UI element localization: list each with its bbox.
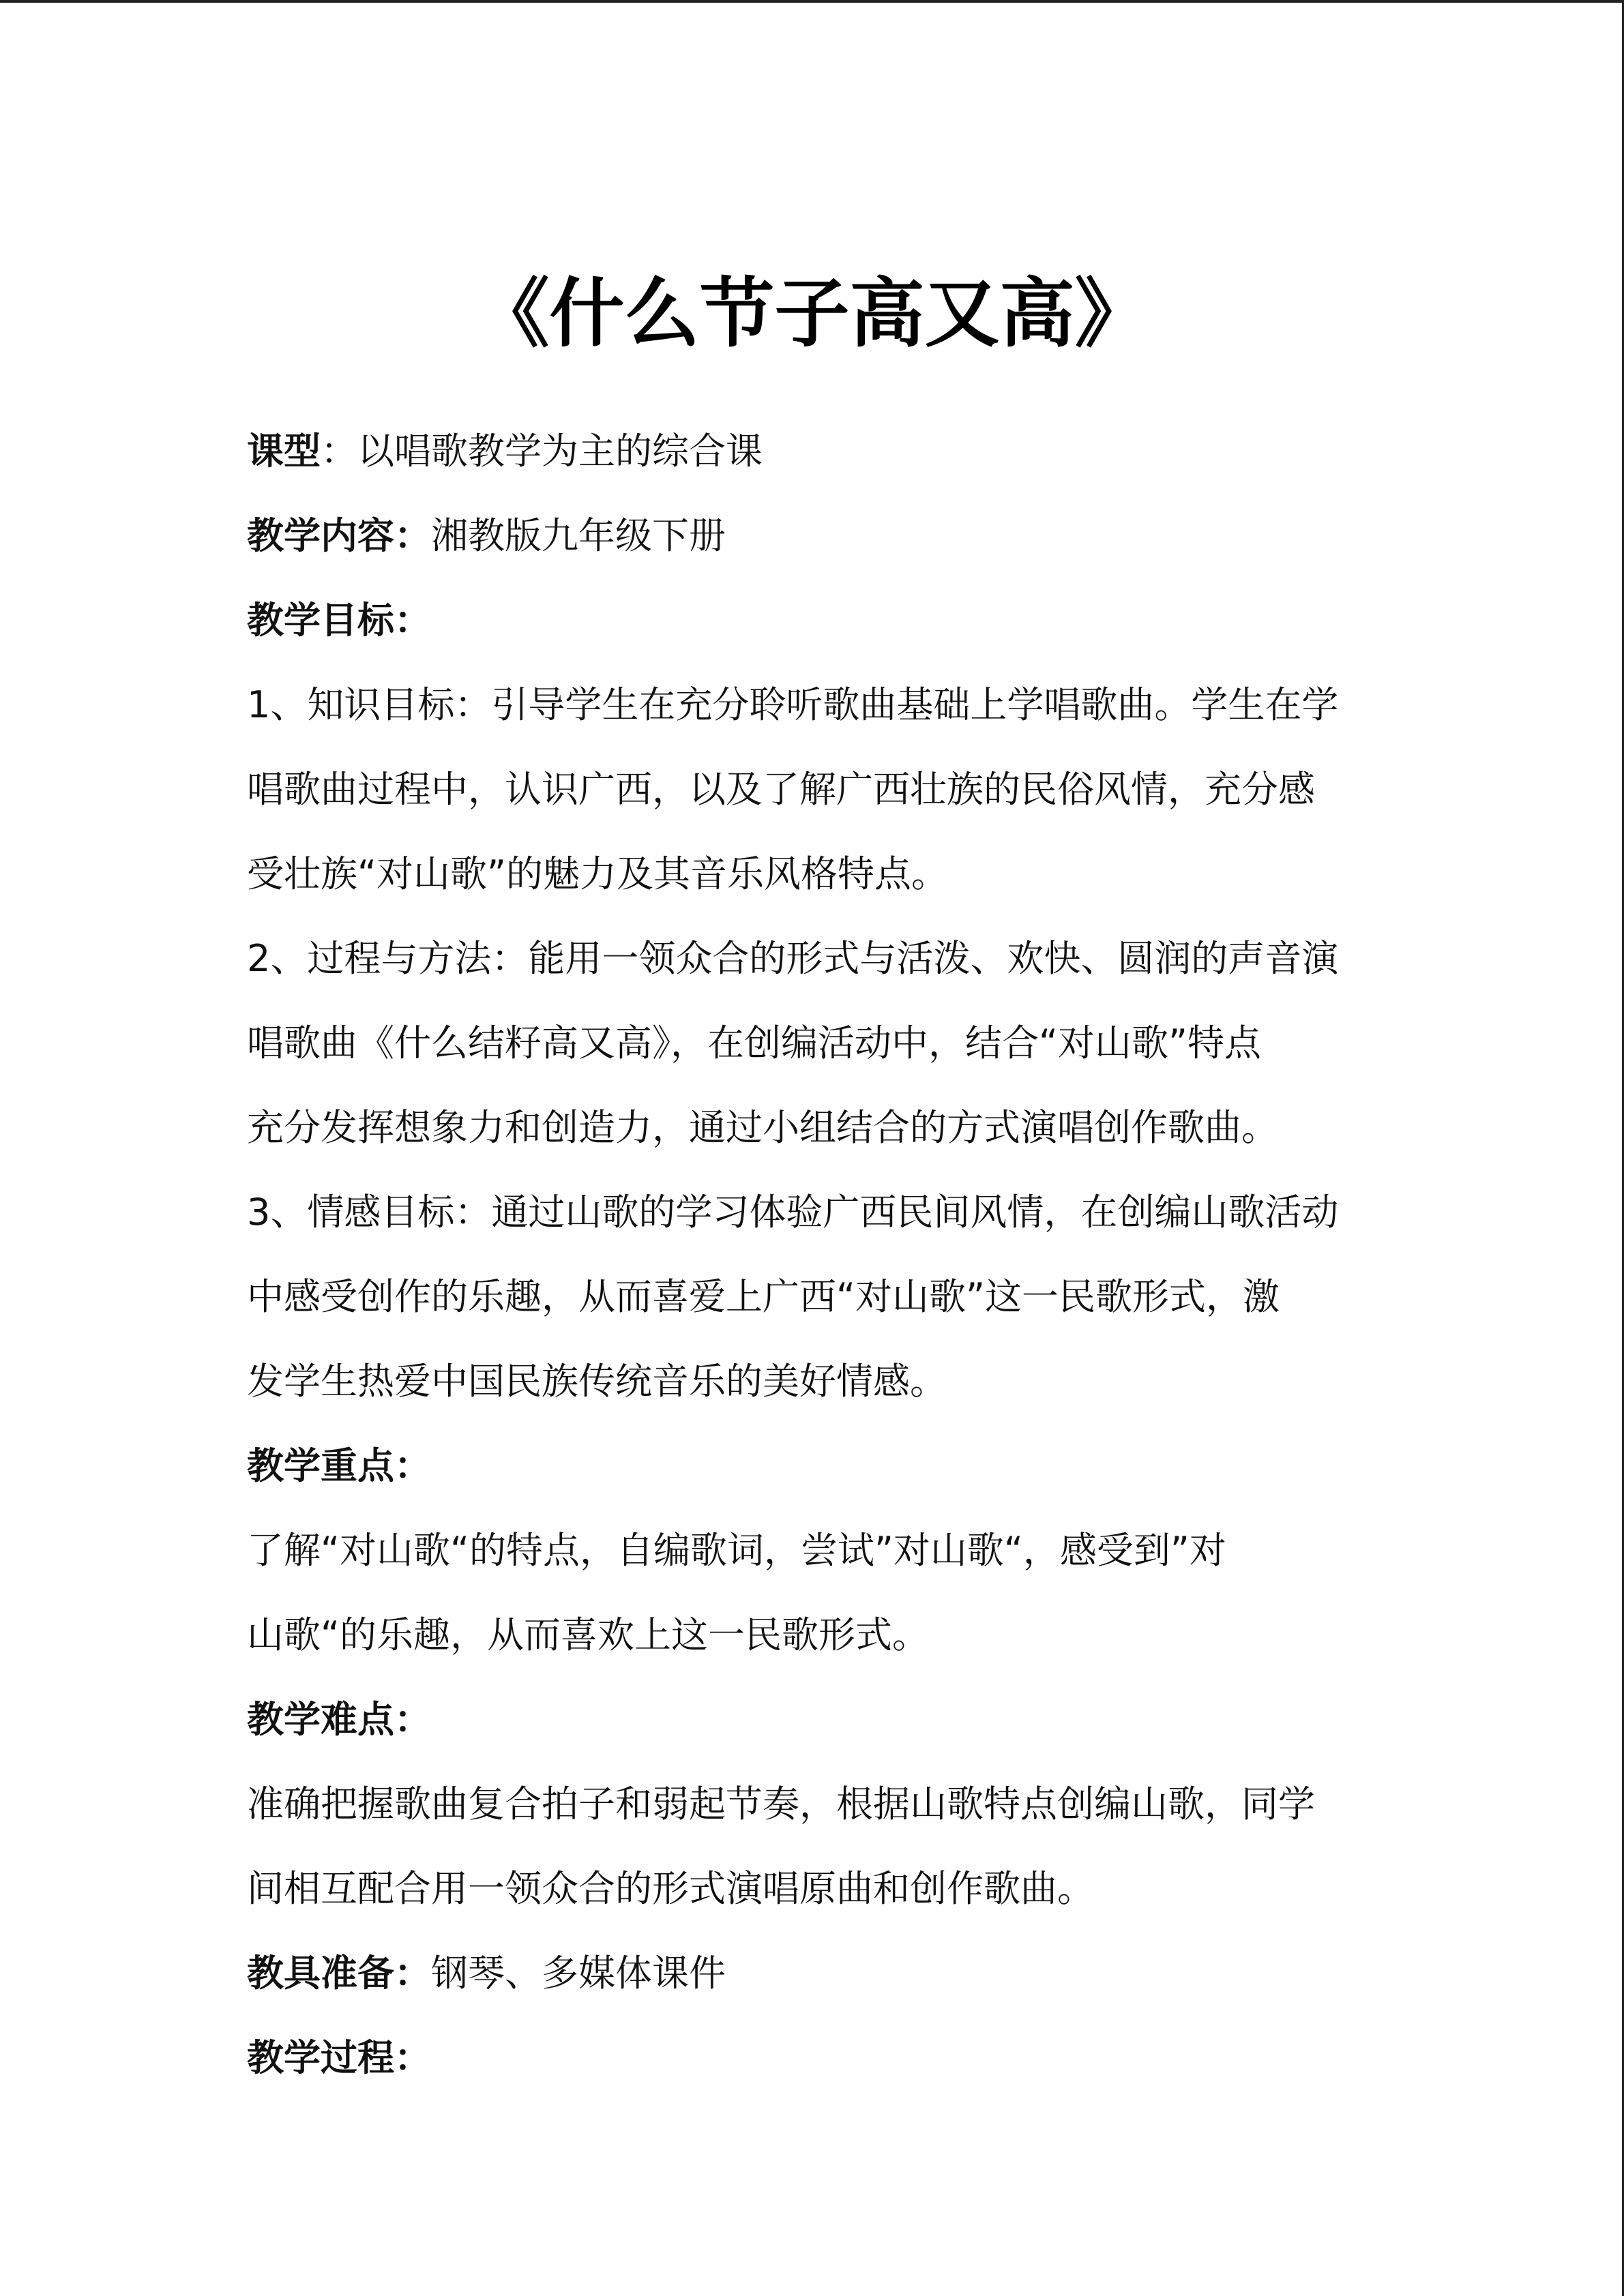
course-type-value: ：以唱歌教学为主的综合课 [321,430,763,473]
difficulties-heading: 教学难点： [247,1698,431,1741]
objective-line: 中感受创作的乐趣，从而喜爱上广西“对山歌”这一民歌形式，激 [247,1275,1280,1318]
objective-line: 3、情感目标：通过山歌的学习体验广西民间风情，在创编山歌活动 [247,1191,1339,1234]
course-type-line [247,409,763,494]
objective-line: 唱歌曲过程中，认识广西，以及了解广西壮族的民俗风情，充分感 [247,768,1315,811]
teaching-content-line [247,494,726,578]
document-title: 《什么节子高又高》 [474,269,1150,357]
process-heading: 教学过程： [247,2036,431,2079]
materials-value: 钢琴、多媒体课件 [431,1952,726,1995]
key-points-line: 山歌“的乐趣，从而喜欢上这一民歌形式。 [247,1613,929,1656]
materials-label: 教具准备： [247,1952,431,1995]
objective-line: 唱歌曲《什么结籽高又高》，在创编活动中，结合“对山歌”特点 [247,1022,1261,1064]
teaching-content-label: 教学内容： [247,514,431,557]
course-type-label: 课型 [247,430,321,473]
difficulties-line: 准确把握歌曲复合拍子和弱起节奏，根据山歌特点创编山歌，同学 [247,1783,1315,1825]
objectives-heading: 教学目标： [247,599,431,642]
objective-line: 充分发挥想象力和创造力，通过小组结合的方式演唱创作歌曲。 [247,1106,1278,1149]
key-points-line: 了解“对山歌“的特点，自编歌词，尝试”对山歌“，感受到”对 [247,1529,1226,1572]
teaching-content-value: 湘教版九年级下册 [431,514,726,557]
objective-line: 1、知识目标：引导学生在充分聆听歌曲基础上学唱歌曲。学生在学 [247,683,1339,726]
objective-line: 受壮族“对山歌”的魅力及其音乐风格特点。 [247,852,948,895]
difficulties-line: 间相互配合用一领众合的形式演唱原曲和创作歌曲。 [247,1867,1094,1910]
materials-line [247,1931,726,2016]
key-points-heading: 教学重点： [247,1444,431,1487]
page-border-top [0,0,1624,3]
objective-line: 2、过程与方法：能用一领众合的形式与活泼、欢快、圆润的声音演 [247,937,1339,980]
objective-line: 发学生热爱中国民族传统音乐的美好情感。 [247,1360,947,1403]
